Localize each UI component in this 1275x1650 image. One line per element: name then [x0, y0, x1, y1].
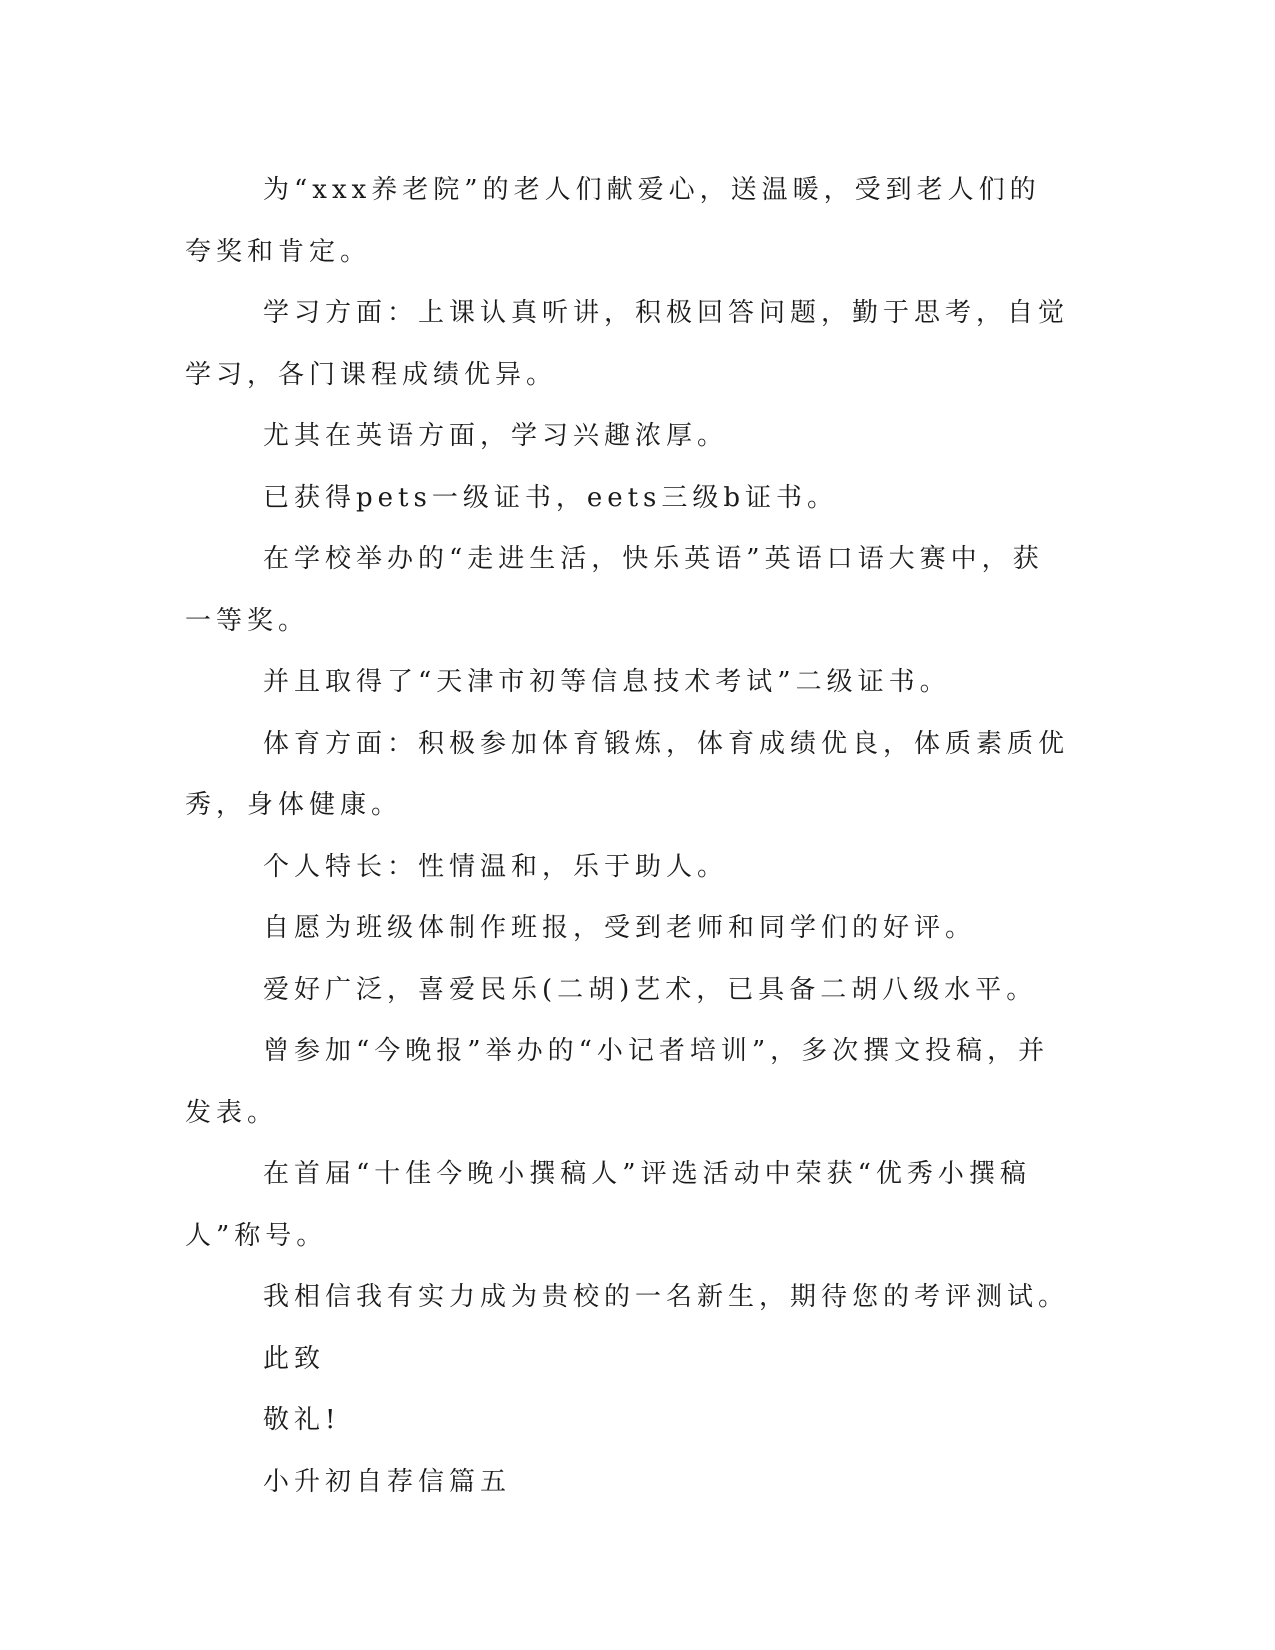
- paragraph-english-interest: 尤其在英语方面，学习兴趣浓厚。: [263, 421, 729, 451]
- paragraph-erhu: 爱好广泛，喜爱民乐(二胡)艺术，已具备二胡八级水平。: [263, 974, 1038, 1005]
- closing-jingli: 敬礼!: [263, 1405, 341, 1435]
- paragraph-certificates: 已获得pets一级证书，eets三级b证书。: [263, 482, 839, 513]
- paragraph-english-contest: 在学校举办的“走进生活，快乐英语”英语口语大赛中，获一等奖。: [185, 544, 1044, 636]
- paragraph-writer-award: 在首届“十佳今晚小撰稿人”评选活动中荣获“优秀小撰稿人”称号。: [185, 1159, 1031, 1251]
- paragraph-personality: 个人特长：性情温和，乐于助人。: [263, 851, 729, 882]
- paragraph-reporter-training: 曾参加“今晚报”举办的“小记者培训”，多次撰文投稿，并发表。: [185, 1036, 1050, 1128]
- paragraph-class-newspaper: 自愿为班级体制作班报，受到老师和同学们的好评。: [263, 913, 977, 943]
- paragraph-confidence: 我相信我有实力成为贵校的一名新生，期待您的考评测试。: [263, 1282, 1070, 1312]
- closing-cizhi: 此致: [263, 1343, 326, 1374]
- letter-body: [185, 160, 1070, 1513]
- section-heading-part-five: 小升初自荐信篇五: [263, 1466, 512, 1497]
- paragraph-it-certificate: 并且取得了“天津市初等信息技术考试”二级证书。: [263, 667, 951, 697]
- paragraph-study: 学习方面：上课认真听讲，积极回答问题，勤于思考，自觉学习，各门课程成绩优异。: [185, 298, 1070, 390]
- paragraph-sports: 体育方面：积极参加体育锻炼，体育成绩优良，体质素质优秀，身体健康。: [185, 728, 1070, 820]
- paragraph-volunteer: 为“xxx养老院”的老人们献爱心，送温暖，受到老人们的夸奖和肯定。: [185, 175, 1041, 267]
